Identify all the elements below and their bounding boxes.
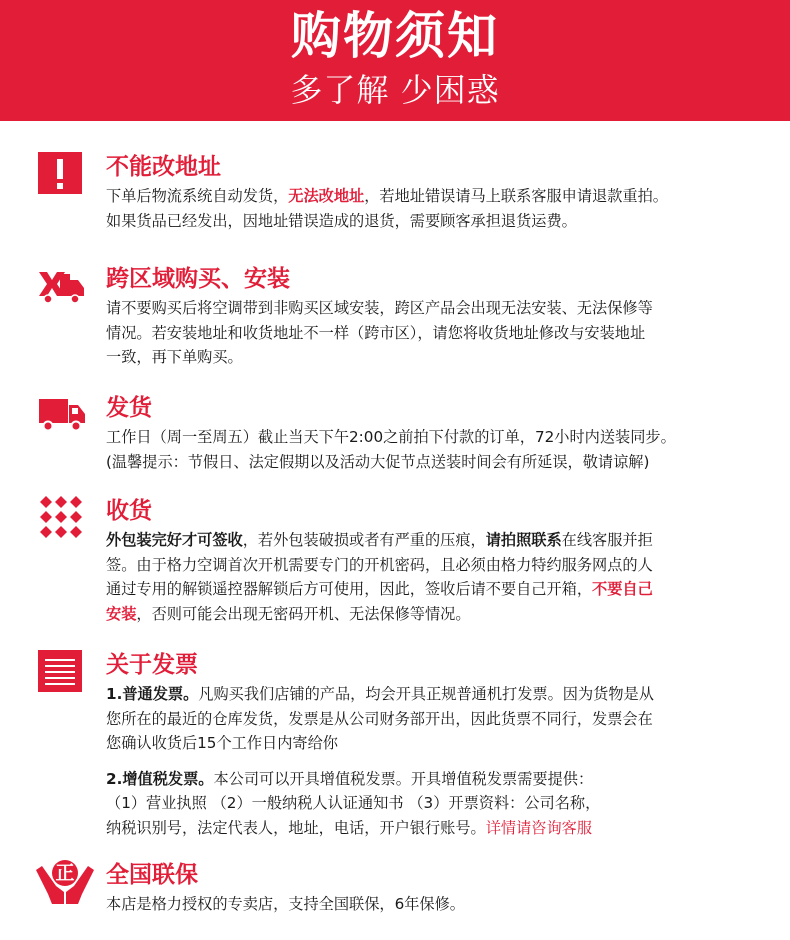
body-text: 签。由于格力空调首次开机需要专门的开机密码，且必须由格力特约服务网点的人	[106, 555, 653, 574]
document-lines-icon	[38, 650, 84, 696]
package-grid-icon	[38, 496, 84, 542]
body-text: 通过专用的解锁遥控器解锁后方可使用，因此，签收后请不要自己开箱，	[106, 580, 592, 598]
body-text: （1）营业执照 （2）一般纳税人认证通知书 （3）开票资料：公司名称，	[106, 794, 601, 812]
invoice-type-label: 2.增值税发票。	[106, 769, 214, 788]
body-text: 纳税识别号，法定代表人，地址，电话，开户银行账号。	[106, 818, 486, 837]
section-body	[106, 682, 766, 840]
page-title: 购物须知	[291, 7, 499, 65]
section-body	[106, 296, 766, 370]
no-delivery-truck-icon	[38, 264, 84, 310]
section-body	[106, 184, 766, 233]
header-banner	[0, 0, 790, 121]
bold-text: 外包装完好才可签收	[106, 531, 243, 549]
body-text: 一致，再下单购买。	[106, 348, 243, 366]
section-title: 发货	[106, 395, 152, 421]
section-title: 收货	[106, 498, 152, 524]
customer-service-link[interactable]: 详情请咨询客服	[485, 818, 592, 837]
body-text: (温馨提示：节假日、法定假期以及活动大促节点送装时间会有所延误，敬请谅解)	[106, 452, 650, 471]
hands-badge-icon	[34, 858, 96, 904]
highlight-text: 不要自己	[592, 580, 653, 598]
body-text: ，否则可能会出现无密码开机、无法保修等情况。	[136, 604, 471, 623]
section-title: 关于发票	[106, 652, 198, 678]
section-title: 全国联保	[106, 862, 198, 888]
body-text: 在线客服并拒	[561, 531, 653, 549]
section-title: 跨区域购买、安装	[106, 266, 290, 292]
body-text: ，若外包装破损或者有严重的压痕，	[242, 531, 486, 549]
body-text: 您所在的最近的仓库发货，发票是从公司财务部开出，因此货票不同行，发票会在	[106, 709, 653, 728]
bold-text: 请拍照联系	[485, 531, 562, 549]
body-text: 凡购买我们店铺的产品，均会开具正规普通机打发票。因为货物是从	[198, 685, 654, 703]
body-text: 如果货品已经发出，因地址错误造成的退货，需要顾客承担退货运费。	[106, 211, 577, 230]
body-text: 请不要购买后将空调带到非购买区域安装，跨区产品会出现无法安装、无法保修等	[106, 299, 653, 317]
highlight-text: 安装	[106, 604, 137, 623]
body-text: 工作日（周一至周五）截止当天下午2:00之前拍下付款的订单，72小时内送装同步。	[106, 428, 676, 446]
section-title: 不能改地址	[106, 154, 221, 180]
section-body	[106, 425, 766, 474]
invoice-type-label: 1.普通发票。	[106, 685, 199, 703]
highlight-text: 无法改地址	[288, 187, 365, 205]
body-text: 本店是格力授权的专卖店，支持全国联保，6年保修。	[106, 895, 465, 913]
body-text: ，若地址错误请马上联系客服申请退款重拍。	[364, 187, 668, 205]
badge-text: 正	[55, 862, 75, 884]
delivery-truck-icon	[38, 393, 86, 439]
exclamation-icon	[38, 152, 84, 198]
body-text: 下单后物流系统自动发货，	[106, 187, 289, 205]
body-text: 您确认收货后15个工作日内寄给你	[106, 734, 338, 752]
section-body	[106, 528, 766, 626]
body-text: 本公司可以开具增值税发票。开具增值税发票需要提供：	[213, 769, 594, 788]
page-subtitle: 多了解 少困惑	[290, 71, 500, 109]
section-body	[106, 892, 766, 917]
body-text: 情况。若安装地址和收货地址不一样（跨市区），请您将收货地址修改与安装地址	[106, 323, 646, 342]
